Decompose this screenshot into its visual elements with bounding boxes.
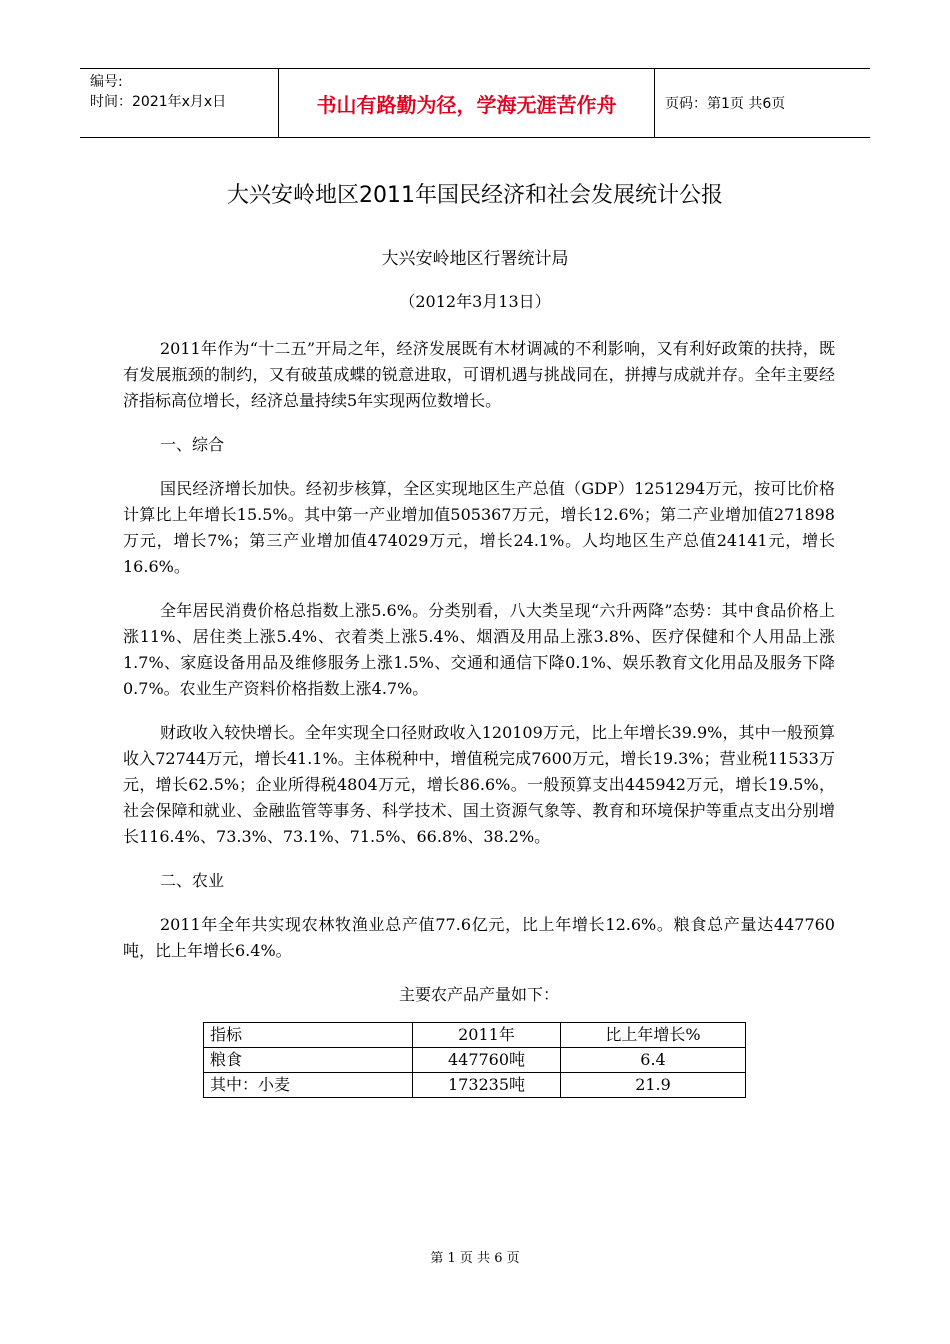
table-cell: 21.9: [561, 1073, 746, 1098]
table-header-row: [204, 1023, 746, 1048]
header-page-code: 页码：第1页 共6页: [665, 96, 786, 112]
agriculture-paragraph: 2011年全年共实现农林牧渔业总产值77.6亿元，比上年增长12.6%。粮食总产量达447760吨，比上年增长6.4%。: [123, 915, 835, 960]
document-body: [123, 336, 835, 1098]
section-heading-agriculture: 二、农业: [160, 871, 225, 890]
section-heading-general: 一、综合: [160, 435, 225, 454]
document-title: 大兴安岭地区2011年国民经济和社会发展统计公报: [227, 183, 723, 208]
header-motto: 书山有路勤为径，学海无涯苦作舟: [279, 69, 655, 137]
intro-paragraph: 2011年作为“十二五”开局之年，经济发展既有木材调减的不利影响，又有利好政策的扶持，既有发展瓶颈的制约，又有破茧成蝶的锐意进取，可谓机遇与挑战同在，拼搏与成就并存。全年主要经济指标高位增长，经济总量持续5年实现两位数增长。: [123, 339, 835, 410]
finance-paragraph: 财政收入较快增长。全年实现全口径财政收入120109万元，比上年增长39.9%，其中一般预算收入72744万元，增长41.1%。主体税种中，增值税完成7600万元，增长19.3%；营业税11533万元，增长62.5%；企业所得税4804万元，增长86.6%。一般预算支出445942万元，增长19.5%，社会保障和就业、金融监管等事务、科学技术、国土资源气象等、教育和环境保护等重点支出分别增长116.4%、73.3%、73.1%、71.5%、66.8%、38.2%。: [123, 723, 835, 846]
header-table: [80, 68, 870, 138]
cpi-paragraph: 全年居民消费价格总指数上涨5.6%。分类别看，八大类呈现“六升两降”态势：其中食品价格上涨11%、居住类上涨5.4%、衣着类上涨5.4%、烟酒及用品上涨3.8%、医疗保健和个人用品上涨1.7%、家庭设备用品及维修服务上涨1.5%、交通和通信下降0.1%、娱乐教育文化用品及服务下降0.7%。农业生产资料价格指数上涨4.7%。: [123, 601, 835, 698]
time-label: 时间：2021年x月x日: [90, 94, 227, 110]
table-cell: 6.4: [561, 1048, 746, 1073]
page-footer: 第 1 页 共 6 页: [430, 1251, 520, 1266]
table-cell: 粮食: [204, 1048, 413, 1073]
table-cell: 173235吨: [413, 1073, 561, 1098]
table-cell: 447760吨: [413, 1048, 561, 1073]
header-meta: [80, 69, 279, 137]
document-date: （2012年3月13日）: [399, 292, 551, 311]
document-author: 大兴安岭地区行署统计局: [381, 249, 569, 269]
table-cell: 其中：小麦: [204, 1073, 413, 1098]
table-header-cell: 2011年: [413, 1023, 561, 1048]
table-header-cell: 比上年增长%: [561, 1023, 746, 1048]
table-row: [204, 1048, 746, 1073]
number-label: 编号:: [90, 74, 123, 90]
table-row: [204, 1073, 746, 1098]
gdp-paragraph: 国民经济增长加快。经初步核算，全区实现地区生产总值（GDP）1251294万元，按可比价格计算比上年增长15.5%。其中第一产业增加值505367万元，增长12.6%；第二产业增加值271898万元，增长7%；第三产业增加值474029万元，增长24.1%。人均地区生产总值24141元，增长16.6%。: [123, 479, 835, 576]
agri-products-table: [203, 1022, 746, 1098]
table-header-cell: 指标: [204, 1023, 413, 1048]
table-caption: 主要农产品产量如下：: [398, 985, 559, 1004]
